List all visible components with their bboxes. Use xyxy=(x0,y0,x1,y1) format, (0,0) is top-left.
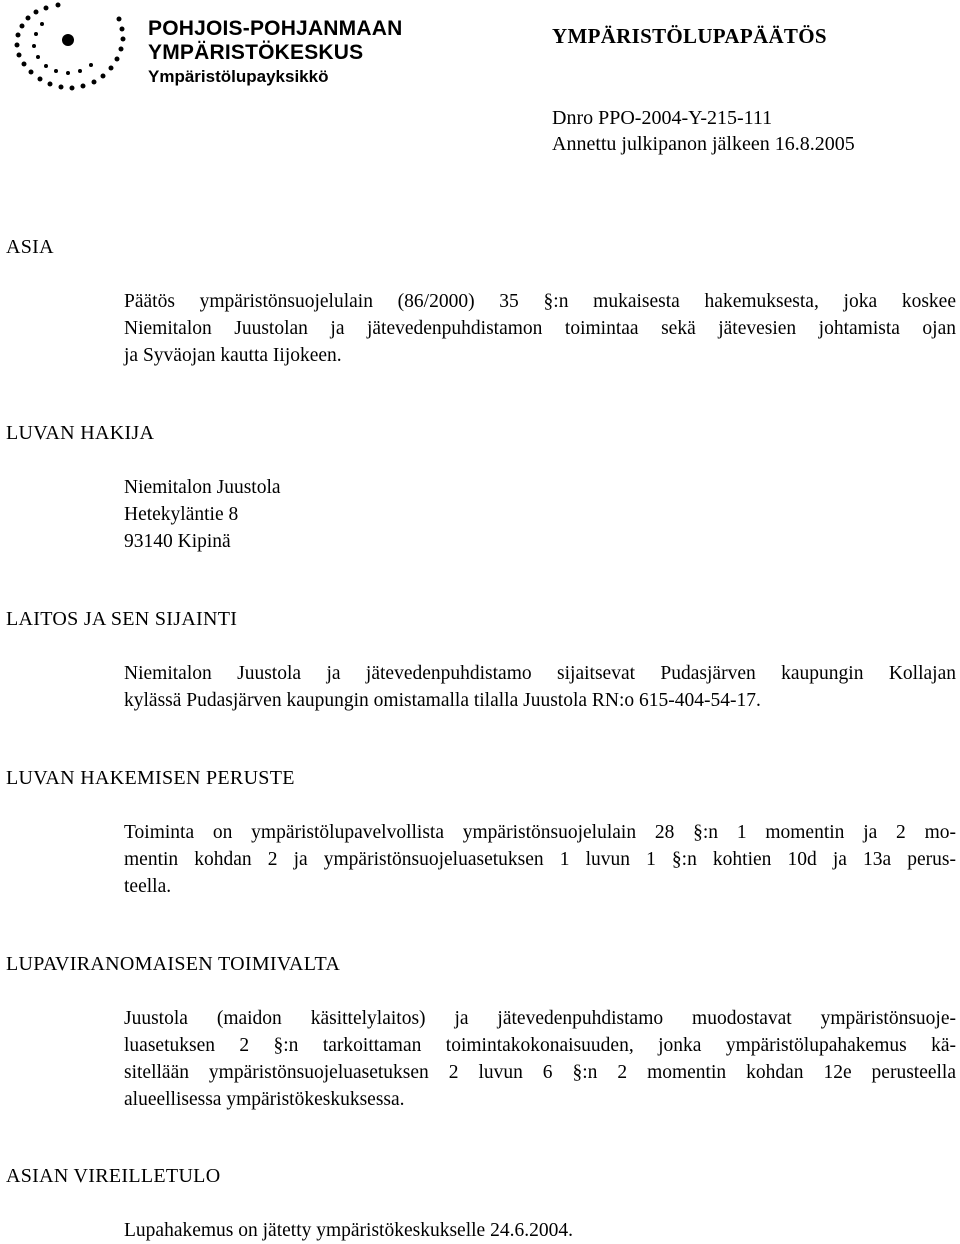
section-heading-peruste: LUVAN HAKEMISEN PERUSTE xyxy=(6,767,295,789)
section-heading-laitos: LAITOS JA SEN SIJAINTI xyxy=(6,608,238,630)
section-body-vireilletulo xyxy=(124,1217,956,1244)
body-line: mentin kohdan 2 ja ympäristönsuojeluasetuksen 1 luvun 1 §:n kohtien 10d ja 13a perus- xyxy=(124,849,956,870)
document-type-title: YMPÄRISTÖLUPAPÄÄTÖS xyxy=(552,24,827,48)
section-body-hakija xyxy=(124,474,956,555)
body-line: Päätös ympäristönsuojelulain (86/2000) 35 §:n mukaisesta hakemuksesta, joka koskee xyxy=(124,291,956,312)
section-body-laitos xyxy=(124,660,956,714)
document-reference xyxy=(552,105,855,157)
section-body-asia xyxy=(124,288,956,369)
body-line: Lupahakemus on jätetty ympäristökeskukselle 24.6.2004. xyxy=(124,1220,573,1241)
body-line: sitellään ympäristönsuojeluasetuksen 2 luvun 6 §:n 2 momentin kohdan 12e perusteella xyxy=(124,1062,956,1083)
body-line: teella. xyxy=(124,876,172,897)
body-line: luasetuksen 2 §:n tarkoittaman toimintakokonaisuuden, jonka ympäristölupahakemus kä- xyxy=(124,1035,956,1056)
body-line: Juustola (maidon käsittelylaitos) ja jätevedenpuhdistamo muodostavat ympäristönsuoje- xyxy=(124,1008,956,1029)
body-line: Niemitalon Juustola ja jätevedenpuhdistamo sijaitsevat Pudasjärven kaupungin Kollajan xyxy=(124,663,956,684)
section-heading-hakija: LUVAN HAKIJA xyxy=(6,422,155,444)
section-body-peruste xyxy=(124,819,956,900)
org-unit: Ympäristölupayksikkö xyxy=(148,67,329,86)
section-heading-vireilletulo: ASIAN VIREILLETULO xyxy=(6,1165,221,1187)
applicant-postal: 93140 Kipinä xyxy=(124,531,231,552)
applicant-name: Niemitalon Juustola xyxy=(124,477,281,498)
org-name-line1: POHJOIS-POHJANMAAN xyxy=(148,17,403,40)
section-body-toimivalta xyxy=(124,1005,956,1113)
body-line: Toiminta on ympäristölupavelvollista ympäristönsuojelulain 28 §:n 1 momentin ja 2 mo- xyxy=(124,822,956,843)
organization-logo-icon xyxy=(6,2,136,100)
organization-name xyxy=(148,18,402,85)
section-heading-toimivalta: LUPAVIRANOMAISEN TOIMIVALTA xyxy=(6,953,341,975)
applicant-street: Hetekyläntie 8 xyxy=(124,504,239,525)
issue-date-note: Annettu julkipanon jälkeen 16.8.2005 xyxy=(552,133,855,155)
body-line: ja Syväojan kautta Iijokeen. xyxy=(124,345,342,366)
org-name-line2: YMPÄRISTÖKESKUS xyxy=(148,41,364,64)
dnro-number: Dnro PPO-2004-Y-215-111 xyxy=(552,107,773,129)
body-line: Niemitalon Juustolan ja jätevedenpuhdistamon toimintaa sekä jätevesien johtamista ojan xyxy=(124,318,956,339)
body-line: kylässä Pudasjärven kaupungin omistamalla tilalla Juustola RN:o 615-404-54-17. xyxy=(124,690,761,711)
body-line: alueellisessa ympäristökeskuksessa. xyxy=(124,1089,405,1110)
section-heading-asia: ASIA xyxy=(6,236,54,258)
